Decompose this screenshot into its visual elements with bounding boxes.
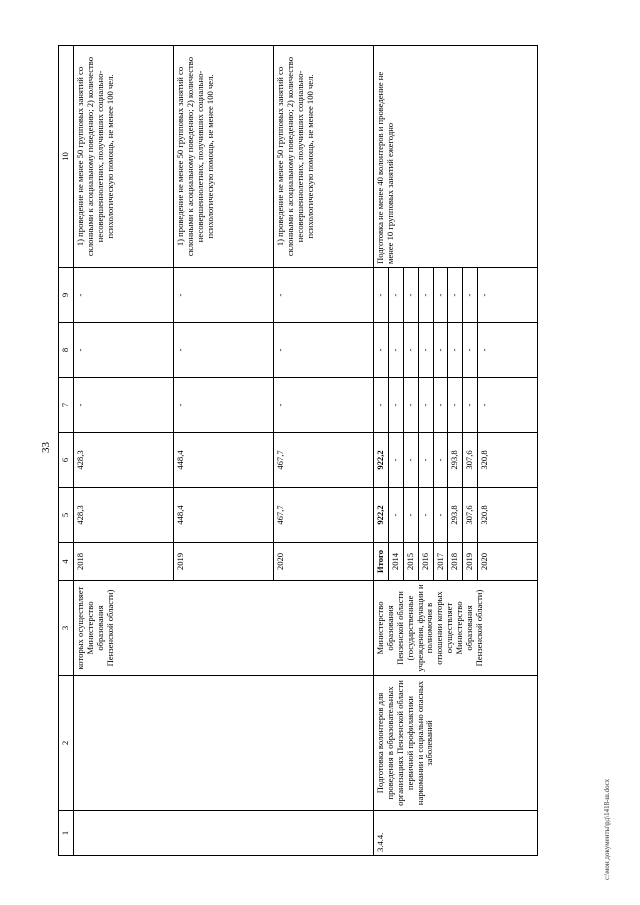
cell-result: 1) проведение не менее 50 групповых занятий со склонными к асоциальному поведению; 2) количество несовершеннолетних, получивших социально-психологическую помощь, не менее 100 чел. xyxy=(274,46,374,268)
header-col-1: 1 xyxy=(59,811,74,856)
cell-c5: 467,7 xyxy=(274,488,374,543)
year-c8: - xyxy=(433,323,448,378)
year-c7: - xyxy=(463,378,478,433)
year: 2018 xyxy=(448,543,463,581)
cell-year: 2020 xyxy=(274,543,374,581)
header-col-5: 5 xyxy=(59,488,74,543)
year: 2019 xyxy=(463,543,478,581)
year-c5: 320,8 xyxy=(478,488,538,543)
year-c9: - xyxy=(433,268,448,323)
cell-result: 1) проведение не менее 50 групповых занятий со склонными к асоциальному поведению; 2) количество несовершеннолетних, получивших социально-психологическую помощь, не менее 100 чел. xyxy=(174,46,274,268)
total-c6: 922,2 xyxy=(374,433,389,488)
cell-c7: - xyxy=(174,378,274,433)
cell-name xyxy=(74,676,374,811)
year-c8: - xyxy=(418,323,433,378)
cell-executor: которых осуществляет Министерство образования Пензенской области) xyxy=(74,581,374,676)
year-c7: - xyxy=(388,378,403,433)
year-c8: - xyxy=(448,323,463,378)
year-c6: 307,6 xyxy=(463,433,478,488)
total-label: Итого xyxy=(374,543,389,581)
year-c7: - xyxy=(418,378,433,433)
year-c5: - xyxy=(388,488,403,543)
year-c6: - xyxy=(418,433,433,488)
year-c7: - xyxy=(403,378,418,433)
cell-c8: - xyxy=(274,323,374,378)
cell-year: 2019 xyxy=(174,543,274,581)
item-name: Подготовка волонтеров для проведения в образовательных организациях Пензенской области первичной профилактики наркомании и социально опасных заболеваний xyxy=(374,676,538,811)
year: 2017 xyxy=(433,543,448,581)
cell-c6: 467,7 xyxy=(274,433,374,488)
cell-c5: 448,4 xyxy=(174,488,274,543)
year-c7: - xyxy=(448,378,463,433)
year-c8: - xyxy=(388,323,403,378)
file-path-footer: c:\мои документы\рд\1418-ш.docx xyxy=(603,778,611,880)
item-number: 3.4.4. xyxy=(374,811,538,856)
header-col-4: 4 xyxy=(59,543,74,581)
item-result: Подготовка не менее 40 волонтеров и проведение не менее 10 групповых занятий ежегодно xyxy=(374,46,538,268)
header-col-2: 2 xyxy=(59,676,74,811)
year-c5: - xyxy=(418,488,433,543)
cell-c8: - xyxy=(74,323,174,378)
year-c5: - xyxy=(403,488,418,543)
cell-c8: - xyxy=(174,323,274,378)
rotated-table-container xyxy=(58,46,613,856)
year-c5: 307,6 xyxy=(463,488,478,543)
item-row-total xyxy=(374,46,389,856)
cell-c7: - xyxy=(74,378,174,433)
year-c8: - xyxy=(463,323,478,378)
year: 2016 xyxy=(418,543,433,581)
header-col-8: 8 xyxy=(59,323,74,378)
year-c9: - xyxy=(403,268,418,323)
year-c8: - xyxy=(478,323,538,378)
cell-year: 2018 xyxy=(74,543,174,581)
year-c5: - xyxy=(433,488,448,543)
page-number: 33 xyxy=(40,442,52,453)
cell-c9: - xyxy=(74,268,174,323)
cell-c6: 428,3 xyxy=(74,433,174,488)
cell-c6: 448,4 xyxy=(174,433,274,488)
header-col-3: 3 xyxy=(59,581,74,676)
cell-c5: 428,3 xyxy=(74,488,174,543)
total-c7: - xyxy=(374,378,389,433)
header-col-6: 6 xyxy=(59,433,74,488)
year: 2015 xyxy=(403,543,418,581)
cell-num xyxy=(74,811,374,856)
year-c9: - xyxy=(448,268,463,323)
cell-c9: - xyxy=(274,268,374,323)
total-c9: - xyxy=(374,268,389,323)
year: 2020 xyxy=(478,543,538,581)
header-row xyxy=(59,46,74,856)
year: 2014 xyxy=(388,543,403,581)
year-c9: - xyxy=(478,268,538,323)
year-c6: - xyxy=(433,433,448,488)
header-col-9: 9 xyxy=(59,268,74,323)
cell-c7: - xyxy=(274,378,374,433)
year-c6: 320,8 xyxy=(478,433,538,488)
year-c5: 293,8 xyxy=(448,488,463,543)
item-executor: Министерство образования Пензенской области (государственные учреждения, функции и полномочия в отношении которых осуществляет Министерство образования Пензенской области) xyxy=(374,581,538,676)
year-c9: - xyxy=(463,268,478,323)
year-c6: 293,8 xyxy=(448,433,463,488)
year-c8: - xyxy=(403,323,418,378)
year-c6: - xyxy=(403,433,418,488)
year-c9: - xyxy=(388,268,403,323)
total-c5: 922,2 xyxy=(374,488,389,543)
total-c8: - xyxy=(374,323,389,378)
cell-c9: - xyxy=(174,268,274,323)
cell-result: 1) проведение не менее 50 групповых занятий со склонными к асоциальному поведению; 2) количество несовершеннолетних, получивших социально-психологическую помощь, не менее 100 чел. xyxy=(74,46,174,268)
program-table xyxy=(58,45,538,856)
year-c6: - xyxy=(388,433,403,488)
header-col-7: 7 xyxy=(59,378,74,433)
year-c7: - xyxy=(478,378,538,433)
header-col-10: 10 xyxy=(59,46,74,268)
table-row xyxy=(74,46,174,856)
year-c9: - xyxy=(418,268,433,323)
year-c7: - xyxy=(433,378,448,433)
